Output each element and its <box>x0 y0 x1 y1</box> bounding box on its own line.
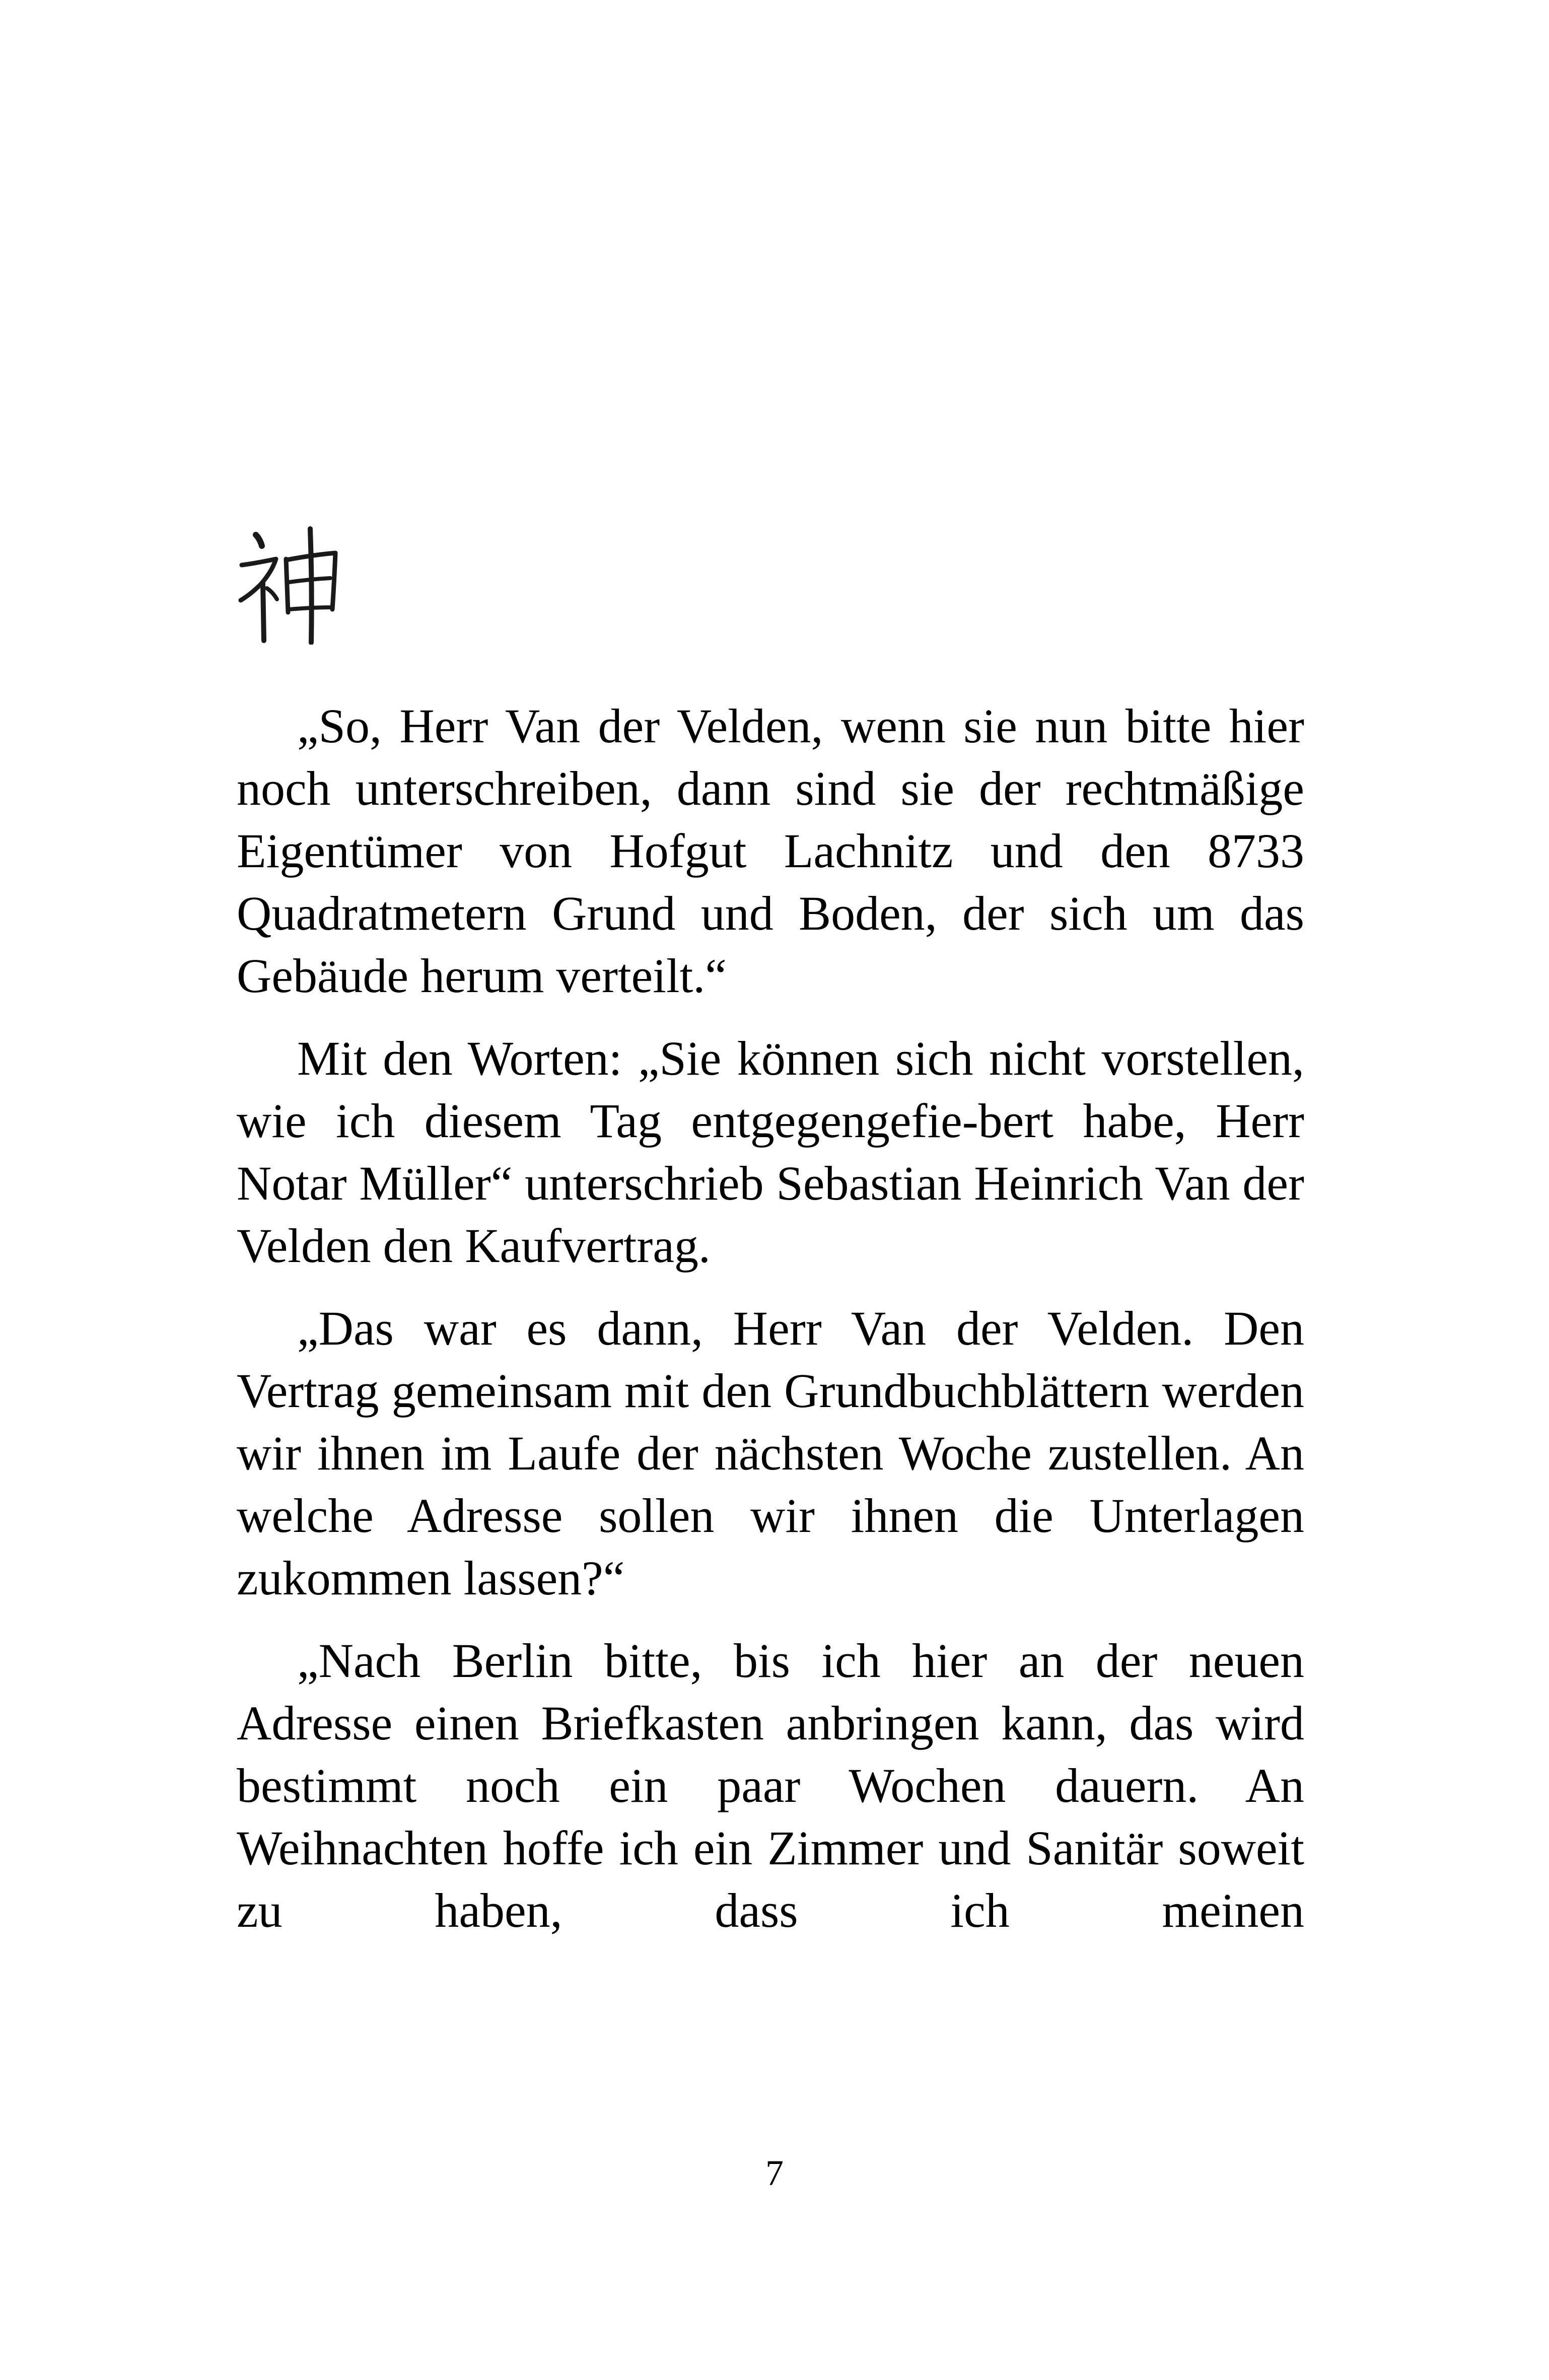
paragraph: „Das war es dann, Herr Van der Velden. Den Vertrag gemeinsam mit den Grundbuchblättern werden wir ihnen im Laufe der nächsten Woche zustellen. An welche Adresse sollen wir ihnen die Unterlagen zukommen lassen?“ <box>237 1301 1304 1605</box>
paragraph: „Nach Berlin bitte, bis ich hier an der neuen Adresse einen Briefkasten anbringen kann, das wird bestimmt noch ein paar Wochen dauern. An Weihnachten hoffe ich ein Zimmer und Sanitär soweit zu haben, dass ich meinen <box>237 1634 1304 1937</box>
chinese-character-shen-icon <box>237 524 342 645</box>
body-text <box>237 695 1304 1942</box>
paragraph: „So, Herr Van der Velden, wenn sie nun bitte hier noch unterschreiben, dann sind sie der rechtmäßige Eigentümer von Hofgut Lachnitz und den 8733 Quadratmetern Grund und Boden, der sich um das Gebäude herum verteilt.“ <box>237 699 1304 1003</box>
paragraph: Mit den Worten: „Sie können sich nicht vorstellen, wie ich diesem Tag entgegengefie-bert habe, Herr Notar Müller“ unterschrieb Sebastian Heinrich Van der Velden den Kaufvertrag. <box>237 1031 1304 1273</box>
page-number: 7 <box>765 2153 784 2193</box>
